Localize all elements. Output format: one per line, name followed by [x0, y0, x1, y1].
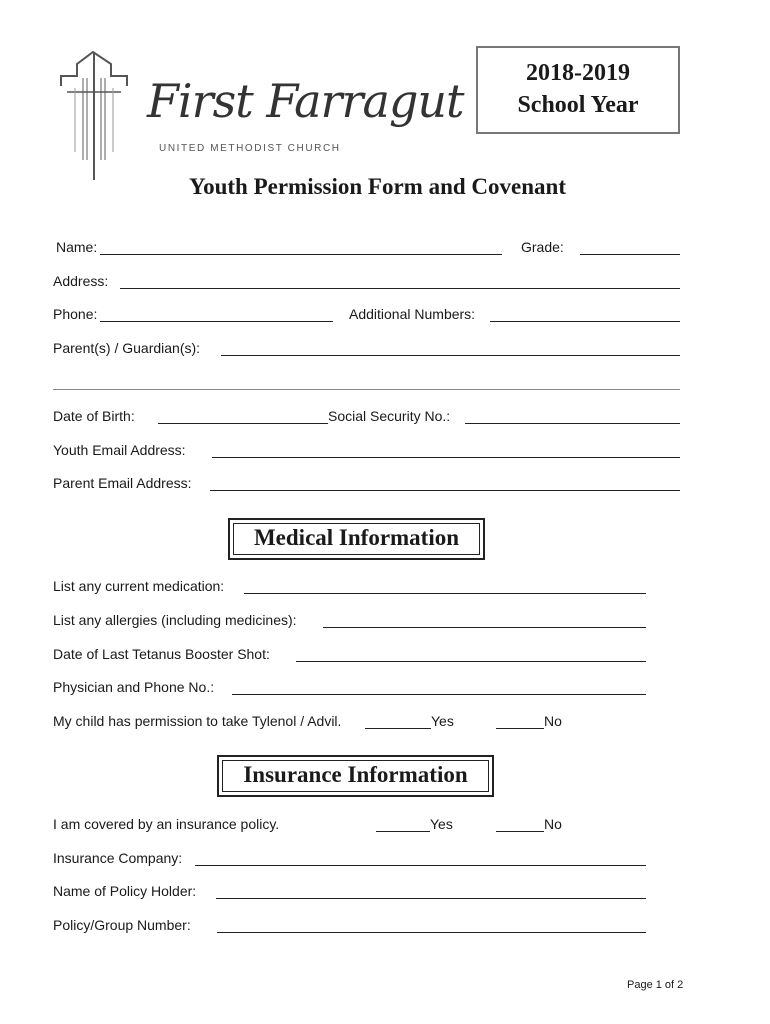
group-number-field[interactable]	[217, 932, 646, 933]
school-year-label: School Year	[517, 92, 639, 118]
church-logo	[55, 48, 464, 183]
dob-label: Date of Birth:	[53, 408, 135, 424]
tylenol-yes-label: Yes	[431, 713, 454, 729]
address-label: Address:	[53, 273, 109, 289]
youth-email-field[interactable]	[212, 457, 680, 458]
medical-heading: Medical Information	[233, 523, 480, 555]
medical-heading-box	[228, 518, 485, 560]
grade-field[interactable]	[580, 254, 680, 255]
ssn-field[interactable]	[465, 423, 680, 424]
allergies-field[interactable]	[323, 627, 646, 628]
physician-label: Physician and Phone No.:	[53, 679, 215, 695]
policy-holder-field[interactable]	[216, 898, 646, 899]
tylenol-no-label: No	[544, 713, 562, 729]
parents-field-2[interactable]	[53, 389, 680, 390]
tetanus-label: Date of Last Tetanus Booster Shot:	[53, 646, 270, 662]
parents-field[interactable]	[221, 355, 680, 356]
grade-label: Grade:	[521, 239, 564, 255]
church-cross-icon	[55, 48, 135, 183]
school-year-box	[476, 46, 680, 134]
group-number-label: Policy/Group Number:	[53, 917, 191, 933]
phone-field[interactable]	[100, 321, 333, 322]
additional-numbers-field[interactable]	[490, 321, 680, 322]
covered-yes-field[interactable]	[376, 831, 430, 832]
insurance-heading-box	[217, 755, 494, 797]
tylenol-yes-field[interactable]	[365, 728, 431, 729]
allergies-label: List any allergies (including medicines):	[53, 612, 297, 628]
address-field[interactable]	[120, 288, 680, 289]
tylenol-label: My child has permission to take Tylenol / Advil.	[53, 713, 342, 729]
parents-label: Parent(s) / Guardian(s):	[53, 340, 201, 356]
name-label: Name:	[56, 239, 98, 255]
tetanus-field[interactable]	[296, 661, 646, 662]
phone-label: Phone:	[53, 306, 98, 322]
additional-numbers-label: Additional Numbers:	[349, 306, 476, 322]
page-number: Page 1 of 2	[627, 979, 684, 991]
parent-email-label: Parent Email Address:	[53, 475, 192, 491]
covered-no-field[interactable]	[496, 831, 544, 832]
name-field[interactable]	[100, 254, 502, 255]
logo-script: First Farragut	[147, 74, 464, 128]
youth-email-label: Youth Email Address:	[53, 442, 186, 458]
dob-field[interactable]	[158, 423, 328, 424]
physician-field[interactable]	[232, 694, 646, 695]
insurance-company-field[interactable]	[195, 865, 646, 866]
form-title: Youth Permission Form and Covenant	[189, 174, 566, 199]
policy-holder-label: Name of Policy Holder:	[53, 883, 197, 899]
year-range: 2018-2019	[526, 60, 630, 86]
insurance-company-label: Insurance Company:	[53, 850, 183, 866]
covered-no-label: No	[544, 816, 562, 832]
insurance-heading: Insurance Information	[222, 760, 489, 792]
medication-field[interactable]	[244, 593, 646, 594]
tylenol-no-field[interactable]	[496, 728, 544, 729]
covered-label: I am covered by an insurance policy.	[53, 816, 280, 832]
medication-label: List any current medication:	[53, 578, 225, 594]
covered-yes-label: Yes	[430, 816, 453, 832]
parent-email-field[interactable]	[210, 490, 680, 491]
ssn-label: Social Security No.:	[328, 408, 451, 424]
logo-subtitle: UNITED METHODIST CHURCH	[159, 143, 341, 154]
